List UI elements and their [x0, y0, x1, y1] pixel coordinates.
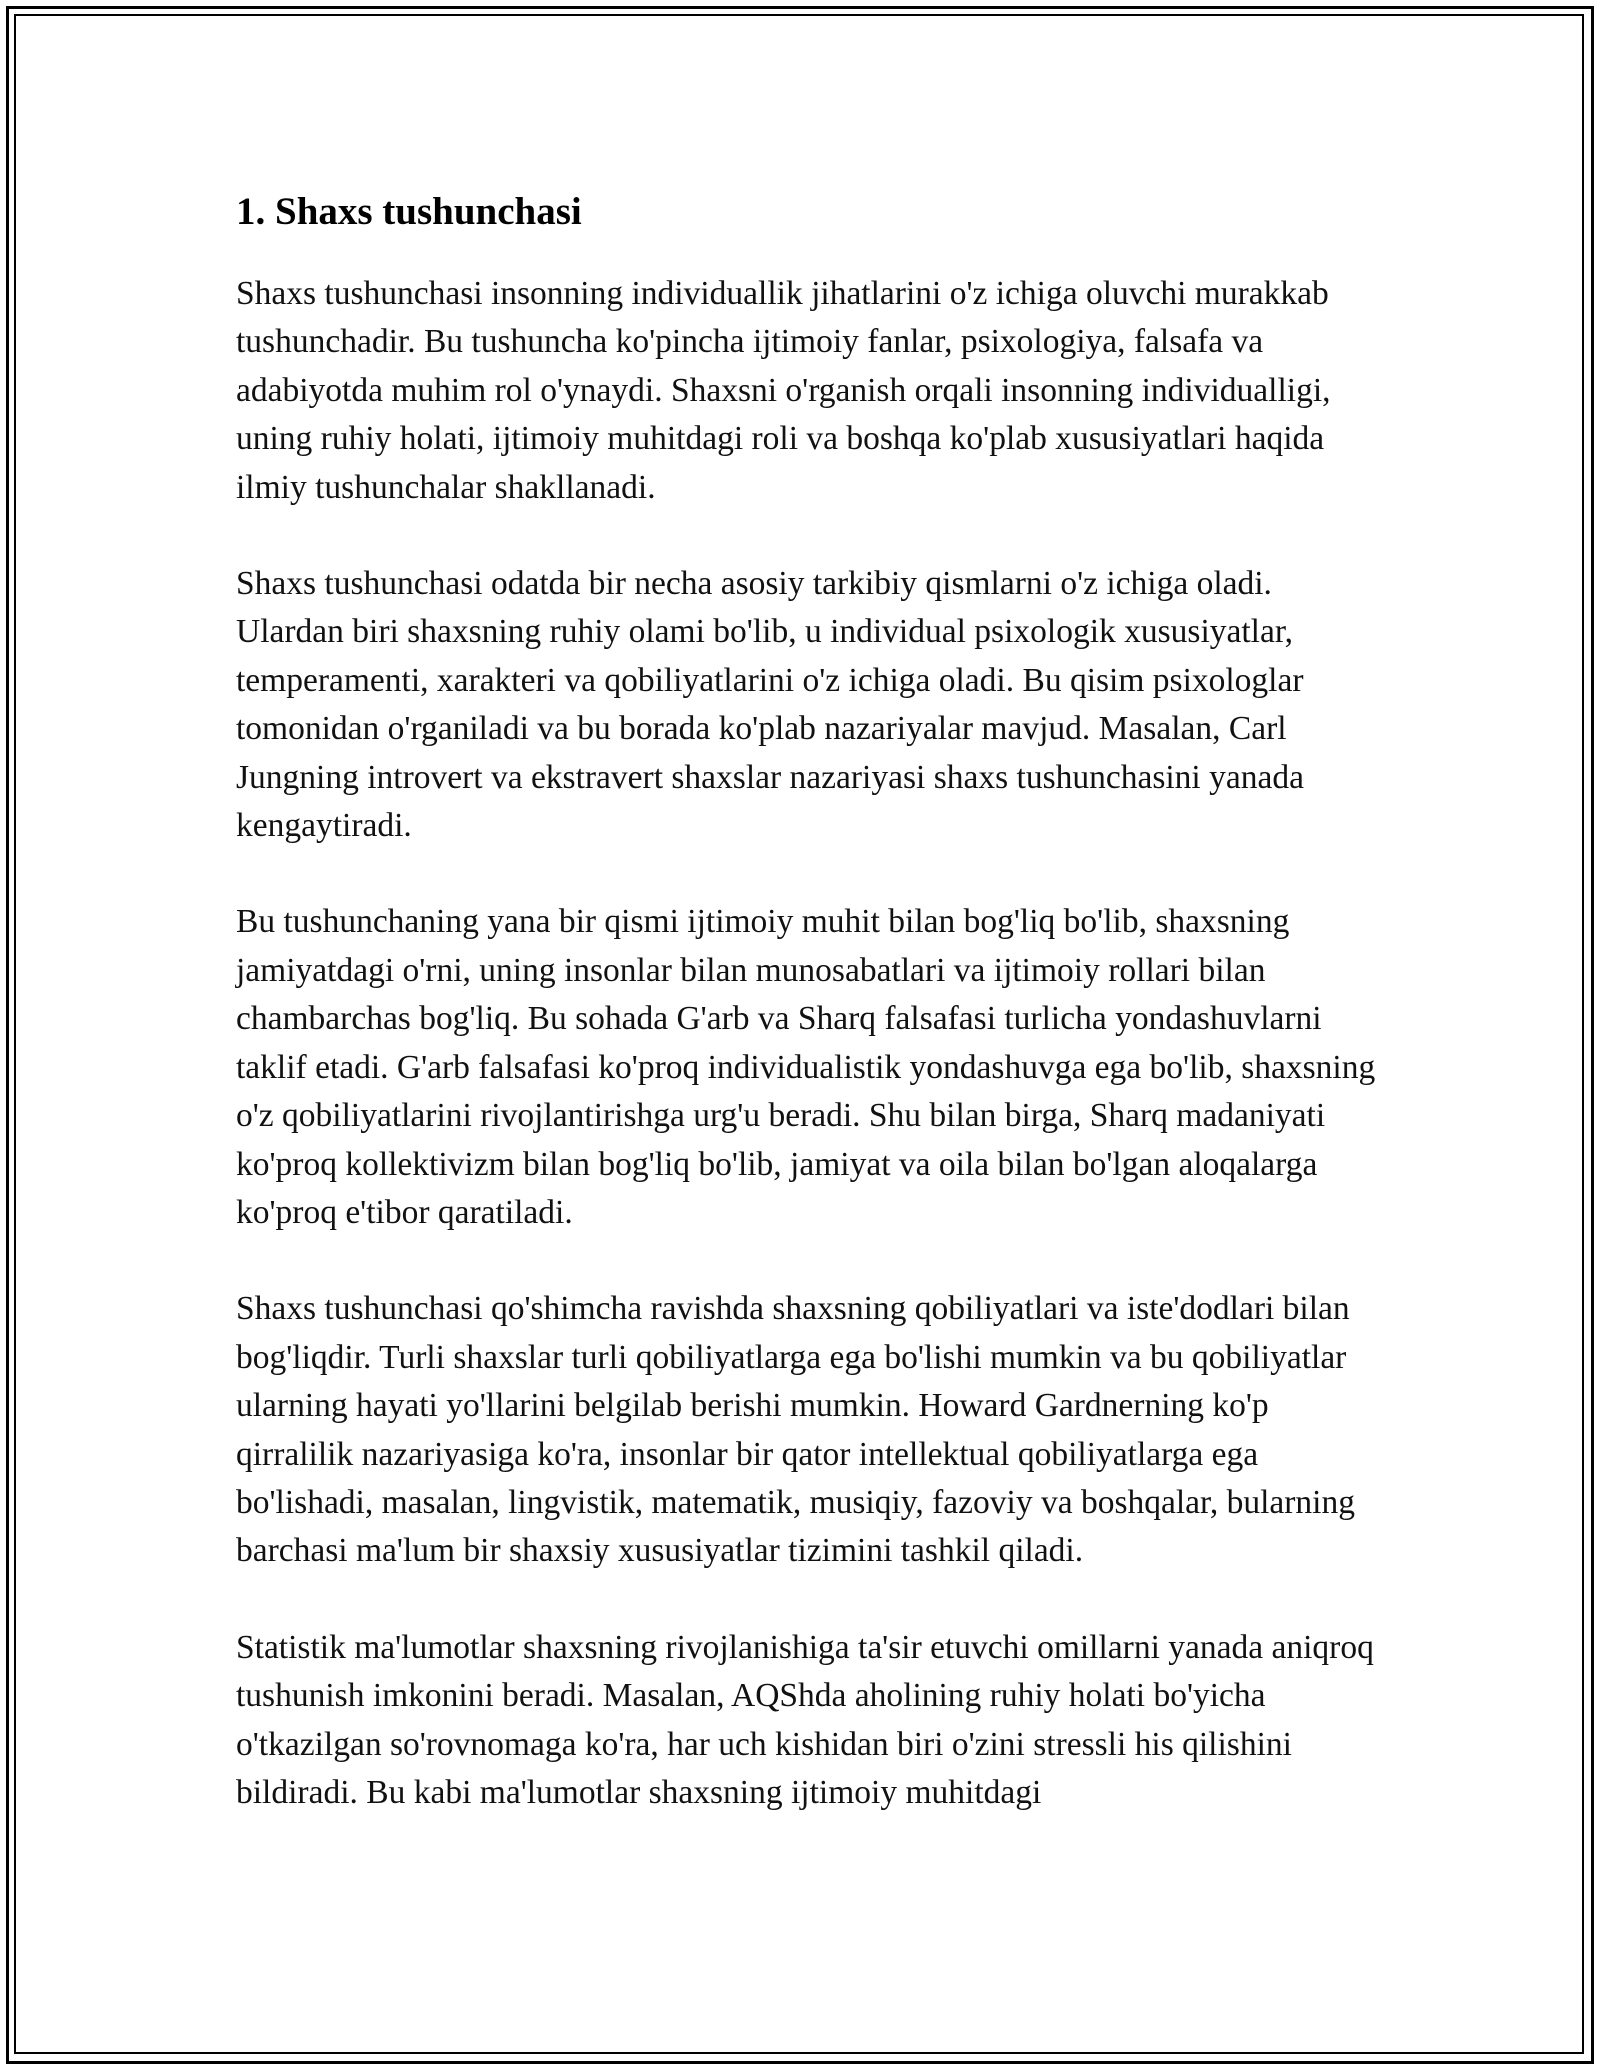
document-body — [236, 186, 1386, 1865]
paragraph-2: Shaxs tushunchasi odatda bir necha asosiy tarkibiy qismlarni o'z ichiga oladi. Ulardan biri shaxsning ruhiy olami bo'lib, u individual psixologik xususiyatlar, temperamenti, xarakteri va qobiliyatlarini o'z ichiga oladi. Bu qisim psixologlar tomonidan o'rganiladi va bu borada ko'plab nazariyalar mavjud. Masalan, Carl Jungning introvert va ekstravert shaxslar nazariyasi shaxs tushunchasini yanada kengaytiradi. — [236, 565, 1304, 845]
paragraph-3: Bu tushunchaning yana bir qismi ijtimoiy muhit bilan bog'liq bo'lib, shaxsning jamiyatdagi o'rni, uning insonlar bilan munosabatlari va ijtimoiy rollari bilan chambarchas bog'liq. Bu sohada G'arb va Sharq falsafasi turlicha yondashuvlarni taklif etadi. G'arb falsafasi ko'proq individualistik yondashuvga ega bo'lib, shaxsning o'z qobiliyatlarini rivojlantirishga urg'u beradi. Shu bilan birga, Sharq madaniyati ko'proq kollektivizm bilan bog'liq bo'lib, jamiyat va oila bilan bo'lgan aloqalarga ko'proq e'tibor qaratiladi. — [236, 903, 1376, 1231]
section-heading: 1. Shaxs tushunchasi — [236, 190, 582, 233]
paragraph-1: Shaxs tushunchasi insonning individuallik jihatlarini o'z ichiga oluvchi murakkab tushunchadir. Bu tushuncha ko'pincha ijtimoiy fanlar, psixologiya, falsafa va adabiyotda muhim rol o'ynaydi. Shaxsni o'rganish orqali insonning individualligi, uning ruhiy holati, ijtimoiy muhitdagi roli va boshqa ko'plab xususiyatlari haqida ilmiy tushunchalar shakllanadi. — [236, 275, 1331, 506]
paragraph-4: Shaxs tushunchasi qo'shimcha ravishda shaxsning qobiliyatlari va iste'dodlari bilan bog'liqdir. Turli shaxslar turli qobiliyatlarga ega bo'lishi mumkin va bu qobiliyatlar ularning hayati yo'llarini belgilab berishi mumkin. Howard Gardnerning ko'p qirralilik nazariyasiga ko'ra, insonlar bir qator intellektual qobiliyatlarga ega bo'lishadi, masalan, lingvistik, matematik, musiqiy, fazoviy va boshqalar, bularning barchasi ma'lum bir shaxsiy xususiyatlar tizimini tashkil qiladi. — [236, 1290, 1355, 1570]
paragraph-5: Statistik ma'lumotlar shaxsning rivojlanishiga ta'sir etuvchi omillarni yanada aniqroq tushunish imkonini beradi. Masalan, AQShda aholining ruhiy holati bo'yicha o'tkazilgan so'rovnomaga ko'ra, har uch kishidan biri o'zini stressli his qilishini bildiradi. Bu kabi ma'lumotlar shaxsning ijtimoiy muhitdagi — [236, 1628, 1374, 1811]
